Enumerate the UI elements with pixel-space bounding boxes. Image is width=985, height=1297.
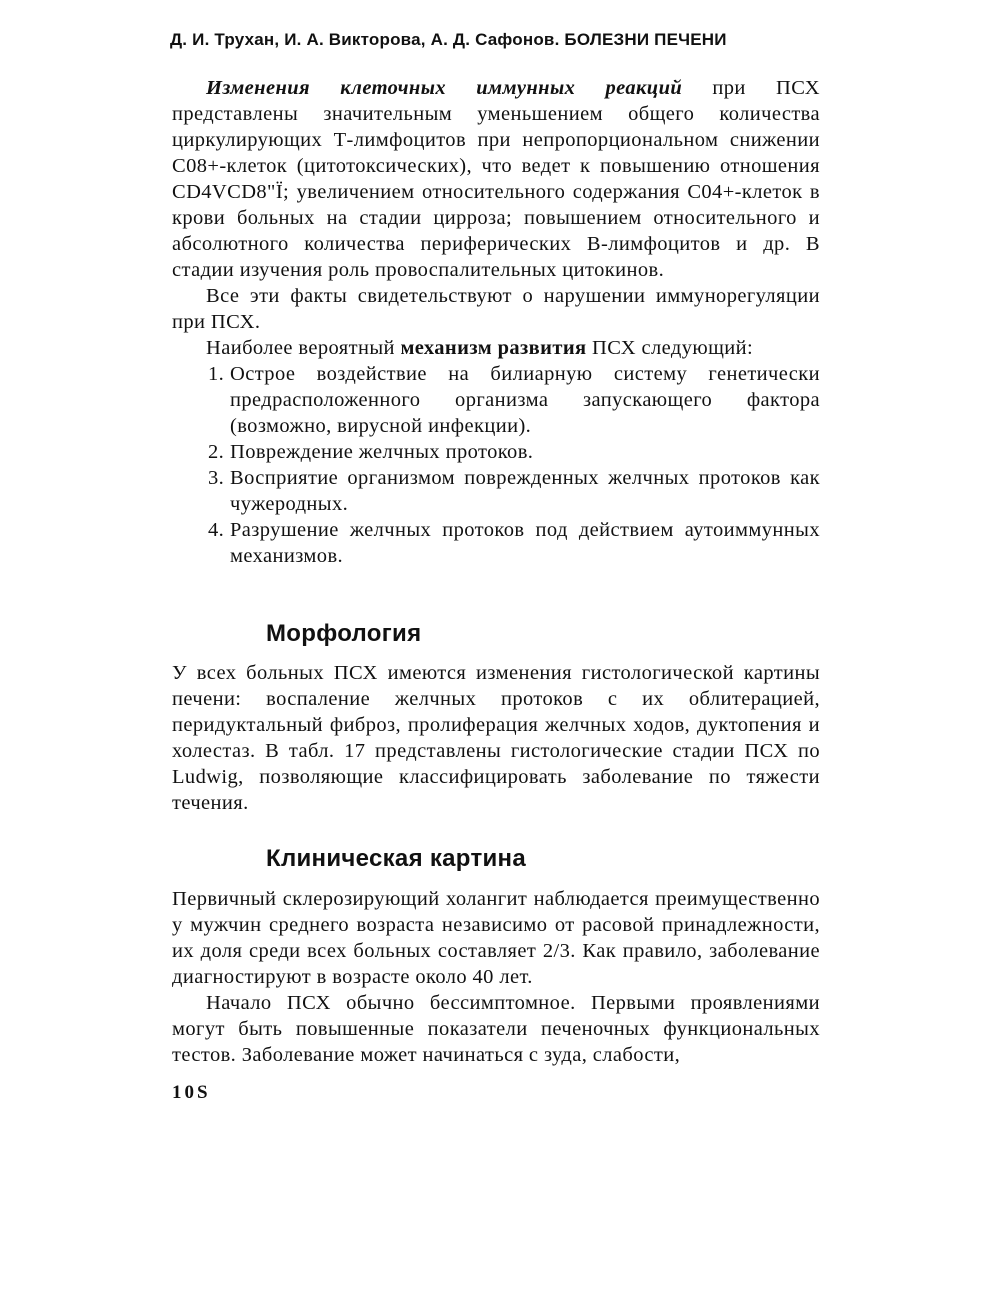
- section-heading-clinical: Клиническая картина: [266, 845, 526, 872]
- paragraph-morphology: У всех больных ПСХ имеются изменения гистологической картины печени: воспаление желчных протоков с их облитерацией, перидуктальный фиброз, пролиферация желчных ходов, дуктопения и холестаз. В табл. 17 представлены гистологические стадии ПСХ по Ludwig, позволяющие классифицировать заболевание по тяжести течения.: [172, 662, 820, 814]
- mechanism-list: [172, 361, 820, 569]
- list-item: [172, 517, 820, 569]
- list-item: [172, 465, 820, 517]
- paragraph-clinical-1: Первичный склерозирующий холангит наблюдается преимущественно у мужчин среднего возраста независимо от расовой принадлежности, их доля среди всех больных составляет 2/3. Как правило, заболевание диагностируют в возрасте около 40 лет.: [172, 888, 820, 988]
- list-item-number: 1.: [208, 363, 225, 385]
- page-number: 10S: [172, 1082, 211, 1103]
- running-head: Д. И. Трухан, И. А. Викторова, А. Д. Сафонов. БОЛЕЗНИ ПЕЧЕНИ: [170, 30, 727, 49]
- emphasis-term: Изменения клеточных иммунных реакций: [206, 77, 683, 99]
- paragraph-text: ПСХ следующий:: [586, 337, 754, 359]
- paragraph-immune-reactions: [172, 75, 820, 283]
- bold-term: механизм развития: [400, 337, 587, 359]
- list-item-number: 4.: [208, 519, 225, 541]
- intro-block: [172, 75, 820, 569]
- list-item-text: Острое воздействие на билиарную систему генетически предрасположенного организма запускающего фактора (возможно, вирусной инфекции).: [230, 363, 820, 437]
- paragraph-text: Наиболее вероятный: [206, 337, 401, 359]
- morphology-block: [172, 660, 820, 816]
- paragraph-text: при ПСХ представлены значительным уменьшением общего количества циркулирующих Т-лимфоцитов при непропорциональном снижении С08+-клеток (цитотоксических), что ведет к повышению отношения CD4VCD8"Ї; увеличением относительного содержания С04+-клеток в крови больных на стадии цирроза; повышением относительного и абсолютного количества периферических В-лимфоцитов и др. В стадии изучения роль провоспалительных цитокинов.: [172, 77, 820, 281]
- list-item-text: Восприятие организмом поврежденных желчных протоков как чужеродных.: [230, 467, 820, 515]
- paragraph-clinical-2: Начало ПСХ обычно бессимптомное. Первыми проявлениями могут быть повышенные показатели печеночных функциональных тестов. Заболевание может начинаться с зуда, слабости,: [172, 992, 820, 1066]
- paragraph-mechanism-intro: [172, 335, 820, 361]
- list-item-number: 2.: [208, 441, 225, 463]
- list-item: [172, 439, 820, 465]
- list-item-text: Разрушение желчных протоков под действием аутоиммунных механизмов.: [230, 519, 820, 567]
- list-item-text: Повреждение желчных протоков.: [230, 441, 534, 463]
- clinical-block: [172, 886, 820, 1068]
- list-item-number: 3.: [208, 467, 225, 489]
- section-heading-morphology: Морфология: [266, 620, 422, 647]
- paragraph-immunoregulation: Все эти факты свидетельствуют о нарушении иммунорегуляции при ПСХ.: [172, 285, 820, 333]
- list-item: [172, 361, 820, 439]
